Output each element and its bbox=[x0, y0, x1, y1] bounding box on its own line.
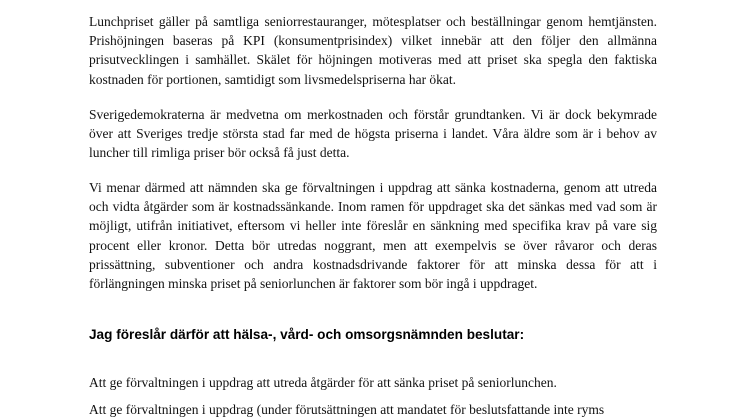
paragraph-sverigedemokraterna: Sverigedemokraterna är medvetna om merkostnaden och förstår grundtanken. Vi är dock bekymrade över att Sveriges tredje största stad far med de högsta priserna i landet. Våra äldre som är i behov av luncher till rimliga priser bör också få just detta. bbox=[89, 107, 657, 161]
paragraph-proposal-rationale: Vi menar därmed att nämnden ska ge förvaltningen i uppdrag att sänka kostnaderna, genom att utreda och vidta åtgärder som är kostnadssänkande. Inom ramen för uppdraget ska det sänkas med vad som är möjligt, utifrån initiativet, eftersom vi heller inte föreslår en sänkning med specifika krav på vare sig procent eller kronor. Detta bör utredas noggrant, men att exempelvis se över råvaror och deras prissättning, subventioner och andra kostnadsdrivande faktorer för att minska dessa för att i förlängningen minska priset på seniorlunchen är faktorer som bör ingå i uppdraget. bbox=[89, 180, 657, 292]
decision-heading: Jag föreslår därför att hälsa-, vård- och omsorgsnämnden beslutar: bbox=[89, 327, 525, 342]
decision-item-2: Att ge förvaltningen i uppdrag (under förutsättningen att mandatet för beslutsfattande inte ryms bbox=[89, 402, 605, 417]
decision-item-1: Att ge förvaltningen i uppdrag att utreda åtgärder för att sänka priset på seniorlunchen. bbox=[89, 375, 557, 390]
paragraph-lunch-price: Lunchpriset gäller på samtliga seniorrestauranger, mötesplatser och beställningar genom hemtjänsten. Prishöjningen baseras på KPI (konsumentprisindex) vilket innebär att den följer den allmänna prisutvecklingen i samhället. Skälet för höjningen motiveras med att priset ska spegla den faktiska kostnaden för portionen, samtidigt som livsmedelspriserna har ökat. bbox=[89, 14, 657, 87]
